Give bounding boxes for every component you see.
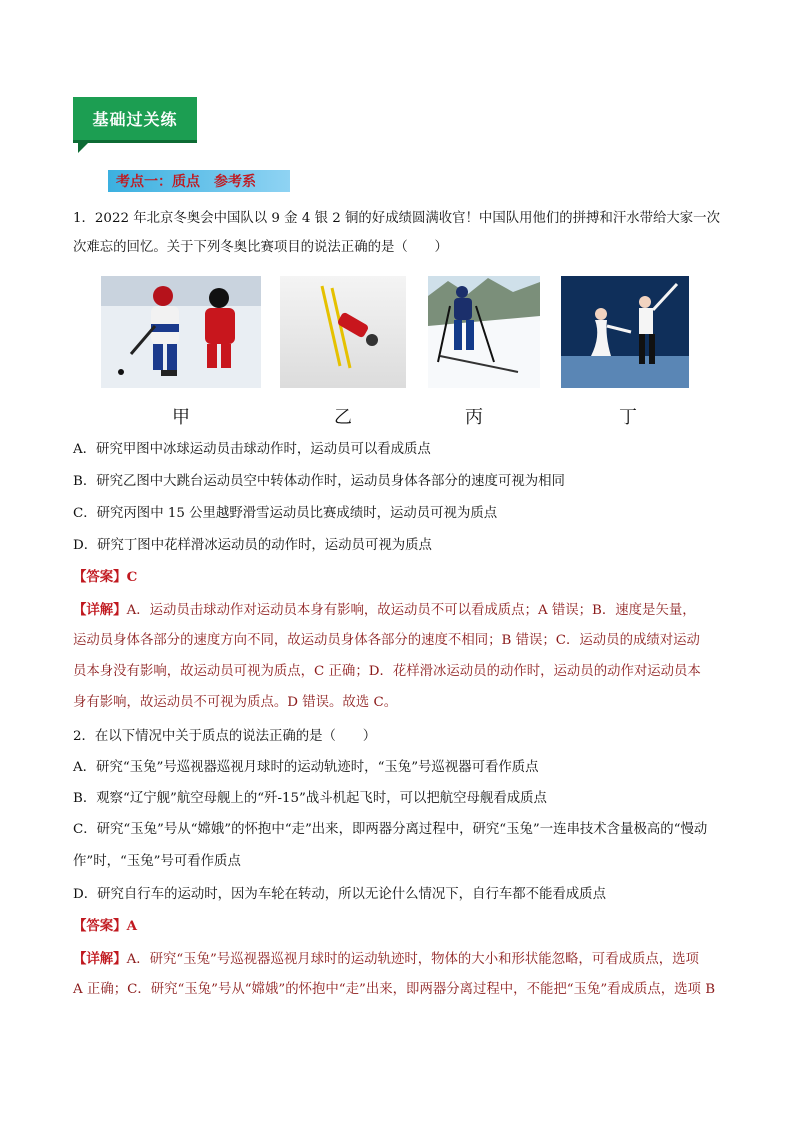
q2-option-c-line1: C．研究“玉兔”号从“嫦娥”的怀抱中“走”出来，即两器分离过程中，研究“玉兔”一连串技术含量极高的“慢动 [73,822,708,837]
q2-option-b: B．观察“辽宁舰”航空母舰上的“歼-15”战斗机起飞时，可以把航空母舰看成质点 [73,791,547,806]
q2-detail-line1 [73,949,699,970]
q1-option-a: A．研究甲图中冰球运动员击球动作时，运动员可以看成质点 [73,442,431,457]
banner-fold [78,143,88,153]
photo-big-air-ski [280,276,406,388]
q1-stem-line2: 次难忘的回忆。关于下列冬奥比赛项目的说法正确的是（ ） [73,240,448,255]
q1-stem-line1: 1．2022 年北京冬奥会中国队以 9 金 4 银 2 铜的好成绩圆满收官！中国队用他们的拼搏和汗水带给大家一次 [73,211,720,226]
q1-detail-line3: 员本身没有影响，故运动员可视为质点，C 正确；D．花样滑冰运动员的动作时，运动员的动作对运动员本 [73,664,701,679]
answer-value: C [126,569,138,585]
q2-option-c-line2: 作”时，“玉兔”号可看作质点 [73,854,241,869]
caption-ding: 丁 [619,407,637,428]
detail-text: A．运动员击球动作对运动员本身有影响，故运动员不可以看成质点；A 错误；B．速度是矢量， [126,603,696,618]
q2-option-a: A．研究“玉兔”号巡视器巡视月球时的运动轨迹时，“玉兔”号巡视器可看作质点 [73,760,539,775]
answer-value: A [126,918,137,934]
q2-stem: 2．在以下情况中关于质点的说法正确的是（ ） [73,729,377,744]
detail-label: 【详解】 [73,951,127,967]
q1-option-b: B．研究乙图中大跳台运动员空中转体动作时，运动员身体各部分的速度可视为相同 [73,474,565,489]
answer-label: 【答案】 [73,569,127,585]
q1-answer [73,567,137,587]
answer-label: 【答案】 [73,918,127,934]
q1-detail-line1 [73,600,696,621]
photo-cross-country-ski [428,276,540,388]
topic-tag: 考点一：质点 参考系 [108,170,290,192]
caption-bing: 丙 [465,407,483,428]
caption-yi: 乙 [334,407,352,428]
caption-jia: 甲 [172,407,190,428]
q1-option-d: D．研究丁图中花样滑冰运动员的动作时，运动员可视为质点 [73,538,432,553]
q2-detail-line2: A 正确；C．研究“玉兔”号从“嫦娥”的怀抱中“走”出来，即两器分离过程中，不能把“玉兔”看成质点，选项 B [73,982,716,997]
detail-text: A．研究“玉兔”号巡视器巡视月球时的运动轨迹时，物体的大小和形状能忽略，可看成质点，选项 [126,952,699,967]
detail-label: 【详解】 [73,602,127,618]
q2-option-d: D．研究自行车的运动时，因为车轮在转动，所以无论什么情况下，自行车都不能看成质点 [73,887,606,902]
q1-detail-line4: 身有影响，故运动员不可视为质点。D 错误。故选 C。 [73,695,398,710]
q1-option-c: C．研究丙图中 15 公里越野滑雪运动员比赛成绩时，运动员可视为质点 [73,506,498,521]
photo-figure-skating [561,276,689,388]
q1-detail-line2: 运动员身体各部分的速度方向不同，故运动员身体各部分的速度不相同；B 错误；C．运动员的成绩对运动 [73,633,700,648]
section-banner: 基础过关练 [73,97,197,143]
photo-ice-hockey [101,276,261,388]
q2-answer [73,916,137,936]
